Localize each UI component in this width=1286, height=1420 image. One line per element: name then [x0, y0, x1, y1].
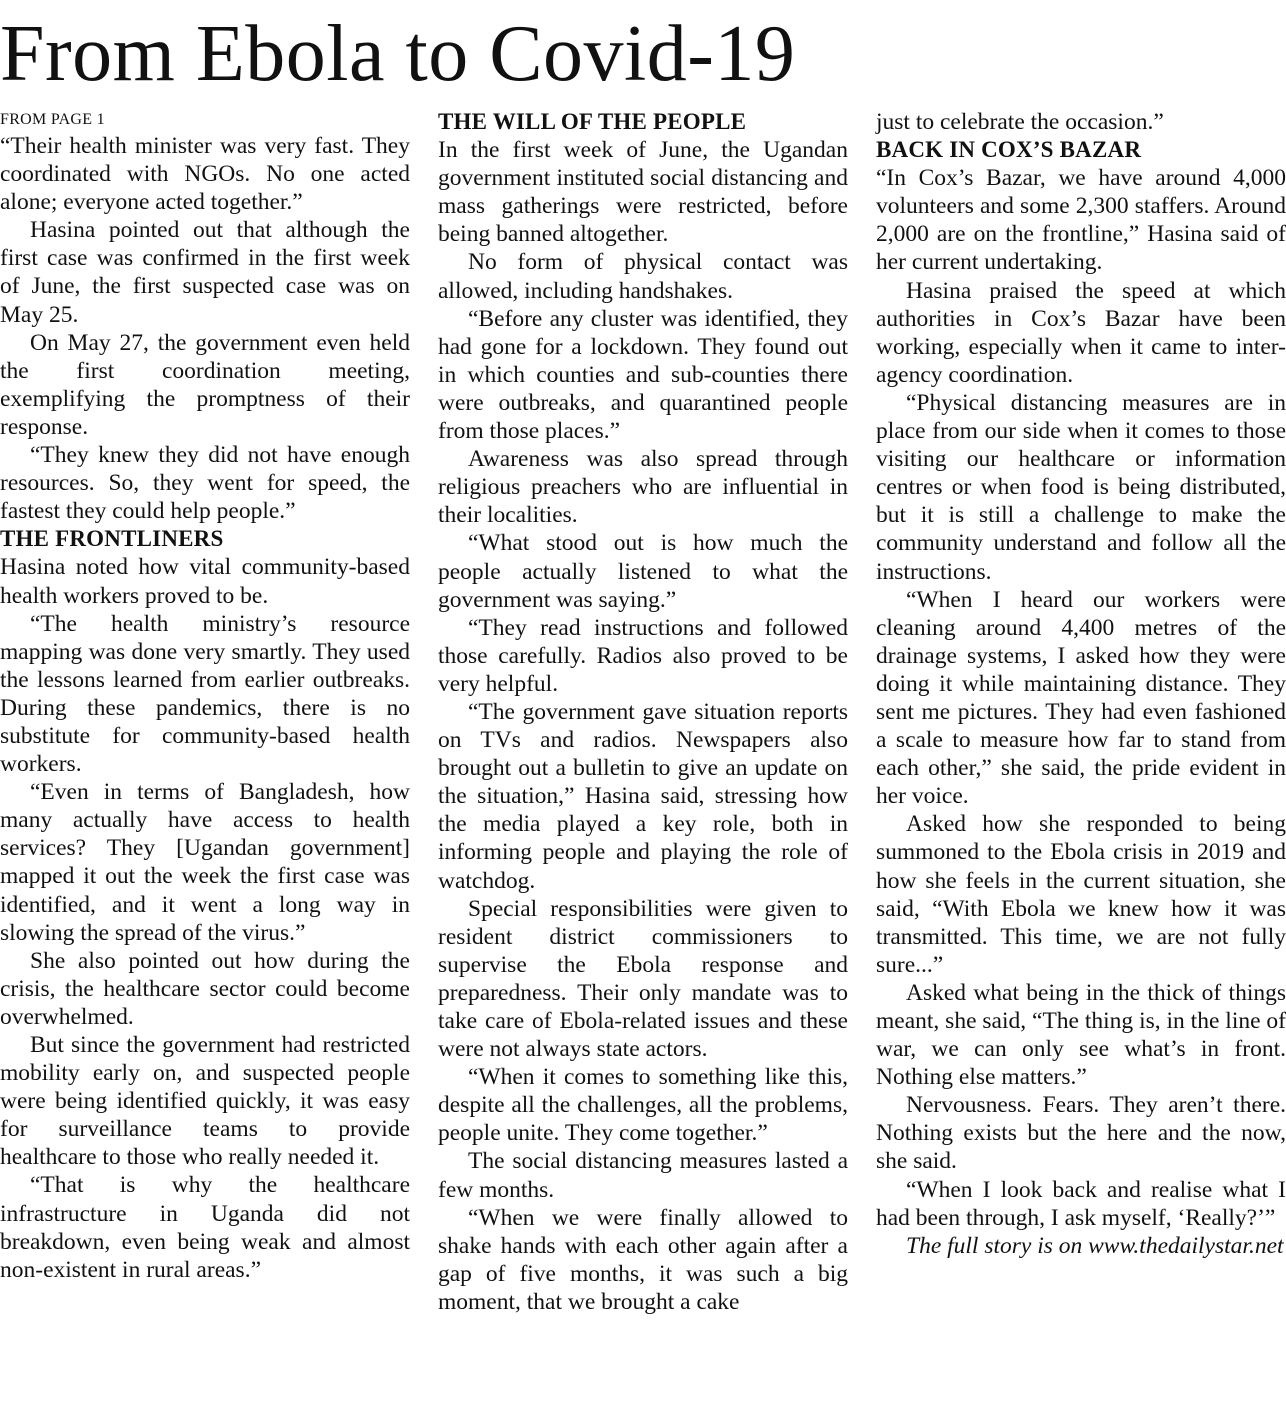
paragraph: “They knew they did not have enough resources. So, they went for speed, the fastest they could help people.”: [0, 442, 410, 525]
paragraph: On May 27, the government even held the first coordination meeting, exemplifying the promptness of their response.: [0, 329, 410, 440]
paragraph: The social distancing measures lasted a few months.: [438, 1148, 848, 1203]
paragraph: Asked what being in the thick of things meant, she said, “The thing is, in the line of war, we can only see what’s in front. Nothing else matters.”: [876, 979, 1286, 1091]
kicker-from-page: FROM PAGE 1: [0, 111, 105, 128]
subhead-will-of-the-people: THE WILL OF THE PEOPLE: [438, 109, 747, 134]
paragraph: Nervousness. Fears. They aren’t there. Nothing exists but the here and the now, she said.: [876, 1092, 1286, 1175]
column-3: [876, 108, 1286, 1260]
paragraph: “What stood out is how much the people actually listened to what the government was saying.”: [438, 530, 848, 613]
paragraph: Asked how she responded to being summoned to the Ebola crisis in 2019 and how she feels in the current situation, she said, “With Ebola we knew how it was transmitted. This time, we are not fully sure...”: [876, 811, 1286, 978]
subhead-frontliners: THE FRONTLINERS: [0, 526, 224, 552]
paragraph: But since the government had restricted mobility early on, and suspected people were being identified quickly, it was easy for surveillance teams to provide healthcare to those who really needed it.: [0, 1032, 410, 1171]
paragraph: “Before any cluster was identified, they had gone for a lockdown. They found out in which counties and sub-counties there were outbreaks, and quarantined people from those places.”: [438, 305, 848, 445]
paragraph: “When it comes to something like this, despite all the challenges, all the problems, people unite. They come together.”: [438, 1064, 848, 1147]
paragraph: “That is why the healthcare infrastructure in Uganda did not breakdown, even being weak and almost non-existent in rural areas.”: [0, 1172, 410, 1283]
paragraph: Hasina pointed out that although the first case was confirmed in the first week of June, the first suspected case was on May 25.: [0, 217, 410, 328]
subhead-back-in-coxs-bazar: BACK IN COX’S BAZAR: [876, 137, 1142, 163]
paragraph: “The health ministry’s resource mapping was done very smartly. They used the lessons learned from earlier outbreaks. During these pandemics, there is no substitute for community-based health workers.: [0, 610, 410, 778]
column-1: [0, 108, 410, 1284]
headline: From Ebola to Covid-19: [0, 10, 796, 98]
paragraph-continuation: just to celebrate the occasion.”: [876, 109, 1164, 135]
paragraph: “They read instructions and followed those carefully. Radios also proved to be very helpful.: [438, 614, 848, 697]
paragraph: “When I heard our workers were cleaning around 4,400 metres of the drainage systems, I asked how they were doing it while maintaining distance. They sent me pictures. They had even fashioned a scale to measure how far to stand from each other,” she said, the pride evident in her voice.: [876, 586, 1286, 810]
paragraph: “When I look back and realise what I had been through, I ask myself, ‘Really?’”: [876, 1176, 1286, 1231]
full-story-credit: The full story is on www.thedailystar.net: [906, 1232, 1284, 1259]
paragraph: Special responsibilities were given to resident district commissioners to supervise the Ebola response and preparedness. Their only mandate was to take care of Ebola-related issues and these were not always state actors.: [438, 895, 848, 1063]
paragraph: “Physical distancing measures are in place from our side when it comes to those visiting our healthcare or information centres or when food is being distributed, but it is still a challenge to make the community understand and follow all the instructions.: [876, 389, 1286, 585]
column-2: [438, 108, 848, 1316]
paragraph: “The government gave situation reports on TVs and radios. Newspapers also brought out a bulletin to give an update on the situation,” Hasina said, stressing how the media played a key role, both in informing people and playing the role of watchdog.: [438, 698, 848, 894]
paragraph: Hasina noted how vital community-based health workers proved to be.: [0, 554, 410, 609]
paragraph: “Their health minister was very fast. They coordinated with NGOs. No one acted alone; everyone acted together.”: [0, 133, 410, 216]
paragraph: She also pointed out how during the crisis, the healthcare sector could become overwhelmed.: [0, 947, 410, 1030]
paragraph: Awareness was also spread through religious preachers who are influential in their localities.: [438, 446, 848, 529]
paragraph: “Even in terms of Bangladesh, how many actually have access to health services? They [Ugandan government] mapped it out the week the first case was identified, and it went a long way in slowing the spread of the virus.”: [0, 779, 410, 946]
paragraph: No form of physical contact was allowed, including handshakes.: [438, 249, 848, 304]
paragraph: Hasina praised the speed at which authorities in Cox’s Bazar have been working, especially when it came to inter-agency coordination.: [876, 277, 1286, 388]
paragraph: “When we were finally allowed to shake hands with each other again after a gap of five months, it was such a big moment, that we brought a cake: [438, 1204, 848, 1315]
paragraph: “In Cox’s Bazar, we have around 4,000 volunteers and some 2,300 staffers. Around 2,000 are on the frontline,” Hasina said of her current undertaking.: [876, 165, 1286, 276]
paragraph: In the first week of June, the Ugandan government instituted social distancing and mass gatherings were restricted, before being banned altogether.: [438, 137, 848, 248]
